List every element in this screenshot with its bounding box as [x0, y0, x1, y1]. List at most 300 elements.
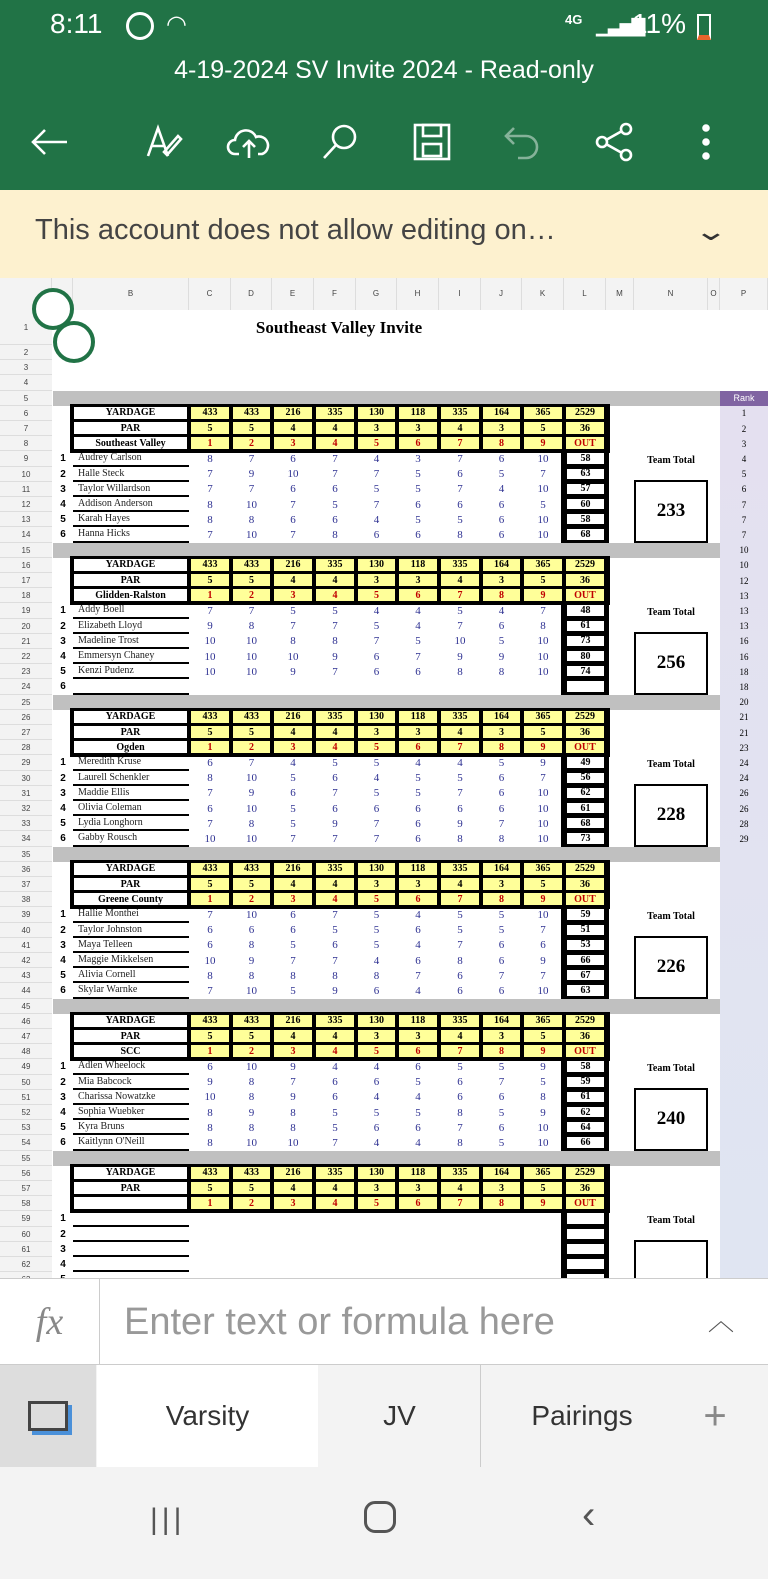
hole-score[interactable]: 7	[332, 908, 338, 921]
hole-score[interactable]: 10	[204, 665, 216, 678]
row-header-20[interactable]: 20	[0, 619, 52, 634]
hole-score[interactable]: 7	[457, 620, 463, 633]
column-header-p[interactable]: P	[720, 278, 768, 310]
player-name[interactable]: Audrey Carlson	[73, 451, 189, 466]
hole-score[interactable]: 4	[415, 604, 421, 617]
row-header-37[interactable]: 37	[0, 877, 52, 892]
hole-score[interactable]: 9	[207, 1076, 213, 1089]
hole-score[interactable]: 6	[457, 802, 463, 815]
hole-score[interactable]: 5	[540, 498, 546, 511]
player-name[interactable]: Charissa Nowatzke	[73, 1090, 189, 1105]
hole-score[interactable]: 4	[498, 604, 505, 617]
player-name[interactable]	[73, 1211, 189, 1226]
hole-score[interactable]: 9	[457, 817, 463, 830]
column-header-m[interactable]: M	[606, 278, 634, 310]
hole-score[interactable]: 5	[498, 924, 505, 937]
tab-varsity[interactable]: Varsity	[97, 1365, 318, 1467]
hole-score[interactable]: 10	[204, 650, 216, 663]
row-header-44[interactable]: 44	[0, 983, 52, 998]
player-name[interactable]: Emmersyn Chaney	[73, 649, 189, 664]
hole-score[interactable]: 6	[332, 1091, 338, 1104]
hole-score[interactable]: 5	[498, 468, 505, 481]
player-name[interactable]: Taylor Johnston	[73, 923, 189, 938]
player-name[interactable]: Skylar Warnke	[73, 983, 189, 998]
hole-score[interactable]: 7	[332, 954, 338, 967]
back-icon[interactable]	[27, 120, 71, 164]
hole-score[interactable]: 4	[498, 483, 505, 496]
hole-score[interactable]: 6	[498, 772, 505, 785]
hole-score[interactable]: 6	[498, 513, 505, 526]
hole-score[interactable]: 4	[415, 939, 421, 952]
hole-score[interactable]: 6	[415, 924, 421, 937]
hole-score[interactable]: 6	[290, 787, 296, 800]
player-name[interactable]: Alivia Cornell	[73, 968, 189, 983]
hole-score[interactable]: 10	[204, 1091, 216, 1104]
row-header-7[interactable]: 7	[0, 421, 52, 436]
hole-score[interactable]: 10	[537, 635, 549, 648]
hole-score[interactable]: 10	[537, 528, 549, 541]
hole-score[interactable]	[522, 1242, 564, 1257]
hole-score[interactable]: 8	[207, 1106, 213, 1119]
player-name[interactable]: Mia Babcock	[73, 1075, 189, 1090]
hole-score[interactable]	[314, 679, 356, 694]
hole-score[interactable]: 6	[248, 924, 255, 937]
hole-score[interactable]: 9	[540, 954, 546, 967]
hole-score[interactable]: 5	[498, 1136, 505, 1149]
hole-score[interactable]: 7	[290, 1076, 296, 1089]
player-name[interactable]: Sophia Wuebker	[73, 1105, 189, 1120]
hole-score[interactable]: 8	[290, 969, 296, 982]
hole-score[interactable]	[189, 1227, 231, 1242]
row-header-32[interactable]: 32	[0, 801, 52, 816]
hole-score[interactable]: 5	[332, 756, 338, 769]
row-header-50[interactable]: 50	[0, 1075, 52, 1090]
hole-score[interactable]: 10	[246, 908, 257, 921]
hole-score[interactable]: 9	[248, 468, 255, 481]
hole-score[interactable]	[231, 1211, 272, 1226]
hole-score[interactable]: 6	[415, 954, 421, 967]
hole-score[interactable]	[189, 679, 231, 694]
hole-score[interactable]: 6	[332, 772, 338, 785]
row-header-1[interactable]: 1	[0, 310, 52, 345]
hole-score[interactable]: 5	[332, 498, 338, 511]
column-header-l[interactable]: L	[564, 278, 606, 310]
player-name[interactable]: Adlen Wheelock	[73, 1059, 189, 1074]
hole-score[interactable]: 5	[373, 483, 380, 496]
hole-score[interactable]: 9	[248, 787, 255, 800]
hole-score[interactable]: 8	[290, 635, 296, 648]
add-sheet-button[interactable]: +	[703, 1393, 727, 1438]
hole-score[interactable]	[522, 1227, 564, 1242]
hole-score[interactable]: 7	[248, 604, 255, 617]
row-header-27[interactable]: 27	[0, 725, 52, 740]
hole-score[interactable]: 6	[498, 1121, 505, 1134]
player-name[interactable]: Kyra Bruns	[73, 1120, 189, 1135]
row-header-25[interactable]: 25	[0, 695, 52, 710]
hole-score[interactable]	[314, 1211, 356, 1226]
hole-score[interactable]: 10	[246, 772, 257, 785]
hole-score[interactable]: 7	[332, 452, 338, 465]
hole-score[interactable]: 8	[248, 817, 255, 830]
player-name[interactable]	[73, 1227, 189, 1242]
hole-score[interactable]: 10	[537, 1136, 549, 1149]
hole-score[interactable]: 8	[457, 832, 463, 845]
hole-score[interactable]: 4	[415, 984, 421, 997]
hole-score[interactable]	[439, 1211, 481, 1226]
hole-score[interactable]: 6	[498, 498, 505, 511]
hole-score[interactable]: 4	[373, 1060, 380, 1073]
hole-score[interactable]: 7	[248, 452, 255, 465]
hole-score[interactable]	[356, 1242, 397, 1257]
hole-score[interactable]: 6	[540, 939, 546, 952]
row-header-51[interactable]: 51	[0, 1090, 52, 1105]
home-icon[interactable]	[364, 1501, 396, 1533]
hole-score[interactable]: 8	[332, 969, 338, 982]
hole-score[interactable]: 10	[287, 1136, 299, 1149]
hole-score[interactable]: 6	[415, 665, 421, 678]
hole-score[interactable]: 7	[207, 817, 213, 830]
hole-score[interactable]: 8	[457, 528, 463, 541]
hole-score[interactable]: 7	[207, 984, 213, 997]
hole-score[interactable]: 8	[207, 498, 213, 511]
hole-score[interactable]: 9	[290, 665, 296, 678]
player-name[interactable]: Halle Steck	[73, 467, 189, 482]
spreadsheet-grid[interactable]	[0, 278, 768, 1278]
hole-score[interactable]: 6	[498, 954, 505, 967]
hole-score[interactable]: 9	[332, 984, 338, 997]
hole-score[interactable]: 7	[373, 498, 380, 511]
hole-score[interactable]: 10	[537, 787, 549, 800]
player-name[interactable]: Olivia Coleman	[73, 801, 189, 816]
hole-score[interactable]: 6	[498, 1091, 505, 1104]
hole-score[interactable]: 5	[373, 620, 380, 633]
hole-score[interactable]: 8	[207, 1121, 213, 1134]
hole-score[interactable]	[189, 1242, 231, 1257]
hole-score[interactable]: 10	[246, 1060, 257, 1073]
hole-score[interactable]	[397, 679, 439, 694]
column-header-j[interactable]: J	[481, 278, 522, 310]
column-header-c[interactable]: C	[189, 278, 231, 310]
hole-score[interactable]: 7	[207, 528, 213, 541]
hole-score[interactable]: 7	[457, 1121, 463, 1134]
hole-score[interactable]: 7	[290, 620, 296, 633]
row-header-22[interactable]: 22	[0, 649, 52, 664]
row-header-13[interactable]: 13	[0, 512, 52, 527]
hole-score[interactable]: 10	[287, 468, 299, 481]
row-header-12[interactable]: 12	[0, 497, 52, 512]
row-header-59[interactable]: 59	[0, 1211, 52, 1226]
row-header-58[interactable]: 58	[0, 1196, 52, 1211]
edit-pen-icon[interactable]	[140, 120, 184, 164]
hole-score[interactable]	[439, 1257, 481, 1272]
hole-score[interactable]: 5	[332, 1106, 338, 1119]
row-header-11[interactable]: 11	[0, 482, 52, 497]
hole-score[interactable]: 6	[415, 1121, 421, 1134]
hole-score[interactable]: 10	[246, 802, 257, 815]
back-nav-icon[interactable]: ‹	[582, 1493, 596, 1537]
hole-score[interactable]: 8	[248, 513, 255, 526]
hole-score[interactable]: 6	[290, 924, 296, 937]
hole-score[interactable]: 5	[457, 1060, 463, 1073]
hole-score[interactable]: 6	[498, 452, 505, 465]
hole-score[interactable]: 5	[290, 604, 296, 617]
column-header-h[interactable]: H	[397, 278, 439, 310]
row-header-40[interactable]: 40	[0, 923, 52, 938]
undo-icon[interactable]	[500, 120, 544, 164]
hole-score[interactable]: 5	[290, 802, 296, 815]
hole-score[interactable]	[481, 1242, 522, 1257]
hole-score[interactable]: 6	[457, 969, 463, 982]
hole-score[interactable]: 5	[332, 604, 338, 617]
row-header-23[interactable]: 23	[0, 664, 52, 679]
player-name[interactable]	[73, 1242, 189, 1257]
hole-score[interactable]: 5	[498, 1106, 505, 1119]
row-header-9[interactable]: 9	[0, 451, 52, 466]
hole-score[interactable]: 7	[373, 635, 380, 648]
hole-score[interactable]	[272, 1211, 314, 1226]
hole-score[interactable]: 5	[415, 1076, 421, 1089]
hole-score[interactable]: 6	[498, 528, 505, 541]
sheet-view-icon[interactable]	[0, 1365, 96, 1467]
player-name[interactable]	[73, 1257, 189, 1272]
hole-score[interactable]: 8	[290, 1106, 296, 1119]
hole-score[interactable]: 9	[540, 1106, 546, 1119]
row-header-15[interactable]: 15	[0, 543, 52, 558]
hole-score[interactable]: 10	[246, 1136, 257, 1149]
hole-score[interactable]: 7	[540, 772, 546, 785]
hole-score[interactable]: 5	[457, 513, 463, 526]
hole-score[interactable]: 5	[540, 1076, 546, 1089]
hole-score[interactable]: 7	[540, 468, 546, 481]
hole-score[interactable]: 7	[332, 665, 338, 678]
row-header-47[interactable]: 47	[0, 1029, 52, 1044]
hole-score[interactable]: 9	[290, 1060, 296, 1073]
row-header-46[interactable]: 46	[0, 1014, 52, 1029]
hole-score[interactable]: 6	[373, 665, 380, 678]
player-name[interactable]: Kenzi Pudenz	[73, 664, 189, 679]
hole-score[interactable]: 8	[248, 939, 255, 952]
hole-score[interactable]: 4	[373, 452, 380, 465]
hole-score[interactable]: 4	[373, 954, 380, 967]
row-header-36[interactable]: 36	[0, 862, 52, 877]
hole-score[interactable]	[356, 1211, 397, 1226]
hole-score[interactable]: 7	[207, 604, 213, 617]
hole-score[interactable]	[189, 1257, 231, 1272]
hole-score[interactable]: 8	[248, 969, 255, 982]
hole-score[interactable]: 8	[373, 969, 380, 982]
hole-score[interactable]: 8	[457, 954, 463, 967]
player-name[interactable]: Karah Hayes	[73, 512, 189, 527]
expand-chevron-icon[interactable]: ︿	[708, 1306, 735, 1336]
hole-score[interactable]: 5	[457, 924, 463, 937]
hole-score[interactable]	[231, 1257, 272, 1272]
hole-score[interactable]: 7	[540, 969, 546, 982]
hole-score[interactable]	[272, 679, 314, 694]
hole-score[interactable]: 4	[373, 1091, 380, 1104]
hole-score[interactable]: 6	[332, 513, 338, 526]
hole-score[interactable]	[314, 1257, 356, 1272]
hole-score[interactable]: 7	[457, 452, 463, 465]
hole-score[interactable]: 6	[415, 832, 421, 845]
hole-score[interactable]: 7	[332, 468, 338, 481]
hole-score[interactable]	[356, 679, 397, 694]
player-name[interactable]	[73, 679, 189, 694]
player-name[interactable]: Gabby Rousch	[73, 831, 189, 846]
hole-score[interactable]: 5	[373, 1106, 380, 1119]
row-header-55[interactable]: 55	[0, 1151, 52, 1166]
hole-score[interactable]	[356, 1227, 397, 1242]
hole-score[interactable]	[439, 679, 481, 694]
hole-score[interactable]: 5	[332, 1121, 338, 1134]
hole-score[interactable]: 4	[373, 772, 380, 785]
hole-score[interactable]: 3	[415, 452, 421, 465]
hole-score[interactable]: 6	[457, 468, 463, 481]
hole-score[interactable]: 9	[498, 650, 505, 663]
hole-score[interactable]: 9	[332, 650, 338, 663]
hole-score[interactable]: 7	[498, 817, 505, 830]
hole-score[interactable]: 6	[332, 1076, 338, 1089]
hole-score[interactable]: 6	[415, 498, 421, 511]
hole-score[interactable]: 5	[498, 756, 505, 769]
row-header-42[interactable]: 42	[0, 953, 52, 968]
hole-score[interactable]: 6	[207, 756, 213, 769]
hole-score[interactable]: 9	[332, 817, 338, 830]
hole-score[interactable]	[481, 1211, 522, 1226]
hole-score[interactable]: 7	[332, 620, 338, 633]
hole-score[interactable]: 10	[537, 984, 549, 997]
hole-score[interactable]: 8	[457, 665, 463, 678]
hole-score[interactable]: 6	[332, 802, 338, 815]
hole-score[interactable]: 6	[290, 452, 296, 465]
hole-score[interactable]: 9	[248, 1106, 255, 1119]
hole-score[interactable]: 6	[290, 513, 296, 526]
hole-score[interactable]	[481, 1227, 522, 1242]
hole-score[interactable]: 7	[373, 817, 380, 830]
row-header-56[interactable]: 56	[0, 1166, 52, 1181]
hole-score[interactable]: 10	[537, 513, 549, 526]
hole-score[interactable]: 5	[415, 635, 421, 648]
hole-score[interactable]	[439, 1227, 481, 1242]
hole-score[interactable]: 7	[457, 787, 463, 800]
hole-score[interactable]: 8	[540, 620, 546, 633]
player-name[interactable]: Madeline Trost	[73, 634, 189, 649]
row-header-33[interactable]: 33	[0, 816, 52, 831]
row-header-4[interactable]: 4	[0, 375, 52, 390]
hole-score[interactable]: 6	[373, 650, 380, 663]
hole-score[interactable]: 10	[537, 908, 549, 921]
player-name[interactable]: Elizabeth Lloyd	[73, 619, 189, 634]
hole-score[interactable]: 5	[457, 908, 463, 921]
hole-score[interactable]: 9	[290, 1091, 296, 1104]
hole-score[interactable]	[397, 1211, 439, 1226]
row-header-39[interactable]: 39	[0, 907, 52, 922]
column-header-o[interactable]: O	[708, 278, 720, 310]
hole-score[interactable]: 8	[207, 452, 213, 465]
hole-score[interactable]	[397, 1227, 439, 1242]
hole-score[interactable]: 5	[290, 939, 296, 952]
hole-score[interactable]: 6	[498, 939, 505, 952]
column-header-i[interactable]: I	[439, 278, 481, 310]
row-header-5[interactable]: 5	[0, 391, 52, 406]
hole-score[interactable]: 7	[457, 483, 463, 496]
row-header-54[interactable]: 54	[0, 1135, 52, 1150]
column-header-e[interactable]: E	[272, 278, 314, 310]
row-header-10[interactable]: 10	[0, 467, 52, 482]
row-header-30[interactable]: 30	[0, 771, 52, 786]
column-header-k[interactable]: K	[522, 278, 564, 310]
hole-score[interactable]: 4	[415, 1136, 421, 1149]
hole-score[interactable]: 8	[498, 832, 505, 845]
hole-score[interactable]: 5	[373, 908, 380, 921]
hole-score[interactable]: 6	[207, 939, 213, 952]
row-header-29[interactable]: 29	[0, 755, 52, 770]
hole-score[interactable]: 10	[246, 650, 257, 663]
column-header-f[interactable]: F	[314, 278, 356, 310]
hole-score[interactable]: 5	[373, 756, 380, 769]
hole-score[interactable]: 5	[457, 772, 463, 785]
selection-handle-icon[interactable]	[53, 321, 95, 363]
hole-score[interactable]: 10	[204, 635, 216, 648]
player-name[interactable]: Lydia Longhorn	[73, 816, 189, 831]
player-name[interactable]: Hanna Hicks	[73, 527, 189, 542]
hole-score[interactable]: 8	[207, 969, 213, 982]
hole-score[interactable]: 6	[373, 802, 380, 815]
hole-score[interactable]: 4	[457, 756, 463, 769]
row-header-21[interactable]: 21	[0, 634, 52, 649]
row-header-61[interactable]: 61	[0, 1242, 52, 1257]
hole-score[interactable]: 4	[415, 620, 421, 633]
hole-score[interactable]: 6	[498, 984, 505, 997]
row-header-48[interactable]: 48	[0, 1044, 52, 1059]
hole-score[interactable]: 8	[290, 1121, 296, 1134]
recents-icon[interactable]: |||	[150, 1503, 186, 1536]
hole-score[interactable]: 6	[415, 1060, 421, 1073]
hole-score[interactable]: 9	[248, 954, 255, 967]
hole-score[interactable]: 6	[373, 984, 380, 997]
hole-score[interactable]: 4	[415, 1091, 421, 1104]
hole-score[interactable]: 7	[540, 924, 546, 937]
hole-score[interactable]	[356, 1257, 397, 1272]
hole-score[interactable]: 6	[207, 1060, 213, 1073]
hole-score[interactable]	[314, 1242, 356, 1257]
hole-score[interactable]: 7	[415, 969, 421, 982]
hole-score[interactable]	[522, 1211, 564, 1226]
hole-score[interactable]: 5	[290, 984, 296, 997]
hole-score[interactable]: 8	[207, 772, 213, 785]
hole-score[interactable]: 7	[457, 939, 463, 952]
hole-score[interactable]: 5	[498, 635, 505, 648]
hole-score[interactable]: 9	[540, 756, 546, 769]
hole-score[interactable]	[481, 679, 522, 694]
hole-score[interactable]: 7	[332, 832, 338, 845]
hole-score[interactable]	[522, 1257, 564, 1272]
cloud-upload-icon[interactable]	[227, 120, 271, 164]
player-name[interactable]: Maggie Mikkelsen	[73, 953, 189, 968]
hole-score[interactable]	[231, 679, 272, 694]
hole-score[interactable]: 9	[207, 620, 213, 633]
hole-score[interactable]: 8	[248, 620, 255, 633]
hole-score[interactable]: 6	[373, 528, 380, 541]
hole-score[interactable]: 5	[373, 939, 380, 952]
hole-score[interactable]: 8	[207, 1136, 213, 1149]
hole-score[interactable]: 6	[332, 483, 338, 496]
hole-score[interactable]: 6	[498, 620, 505, 633]
hole-score[interactable]: 6	[290, 908, 296, 921]
hole-score[interactable]: 5	[373, 924, 380, 937]
hole-score[interactable]: 8	[332, 635, 338, 648]
hole-score[interactable]	[314, 1227, 356, 1242]
row-header-18[interactable]: 18	[0, 588, 52, 603]
